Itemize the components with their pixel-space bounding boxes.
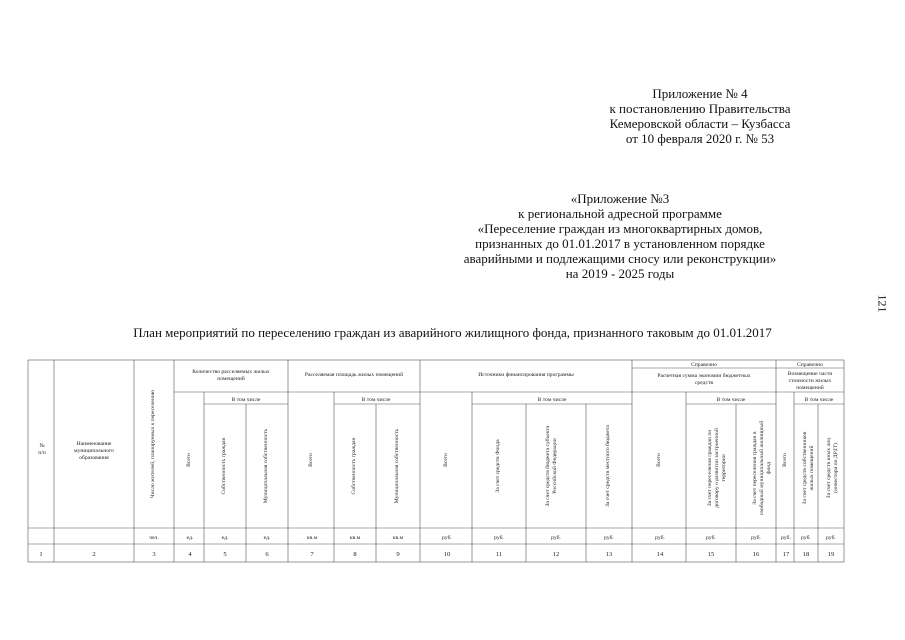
unit-cell: руб. [604,535,614,541]
sav-contract-header: За счет переселения граждан подоговору о развитии застроеннойтерритории [707,428,727,508]
unit-cell: ед. [186,535,194,541]
unit-cell: руб. [494,535,504,541]
col-no-header: № п/п [38,443,46,456]
column-number-cell: 12 [552,551,560,558]
group-rooms-header: Количество расселяемых жилых помещений [192,369,270,382]
reference-label-1: Справочно [691,362,717,368]
col-residents-header: Число жителей, планируемых к переселению [150,389,156,499]
unit-cell: руб. [551,535,561,541]
area-total-header: Всего [308,453,314,467]
src-fund-header: За счет средств Фонда [495,439,501,493]
appendix-3-line: «Переселение граждан из многоквартирных домов, [477,221,763,236]
rooms-total-header: Всего [186,453,192,467]
column-number-cell: 17 [782,551,790,558]
area-municipal-header: Муниципальная собственность [394,428,400,504]
rooms-citizens-header: Собственность граждан [221,437,227,495]
group-savings-header: Расчетная сумма экономии бюджетных средств [657,373,751,386]
column-number-cell: 5 [223,551,227,558]
column-number-cell: 13 [605,551,613,558]
appendix-4-line: Кемеровской области – Кузбасса [609,116,791,131]
unit-cell: руб. [655,535,665,541]
appendix-4-line: к постановлению Правительства [609,101,791,116]
column-number-cell: 15 [707,551,715,558]
appendix-3-line: на 2019 - 2025 годы [565,266,675,281]
column-number-cell: 6 [265,551,269,558]
group-compensation-header: Возмещение части стоимости жилых помещений [787,371,833,391]
src-local-header: За счет средств местного бюджета [605,425,611,507]
appendix-3-line: признанных до 01.01.2017 в установленном порядке [475,236,765,251]
column-number-cell: 2 [92,551,96,558]
col-name-header: Наименование муниципального образования [74,441,114,461]
incl-area-label: В том числе [361,397,391,403]
incl-savings-label: В том числе [716,397,746,403]
incl-compensation-label: В том числе [804,397,834,403]
column-number-cell: 10 [443,551,451,558]
comp-investors-header: За счет средств иных лиц(инвестора по ДРЗТ) [826,437,839,499]
column-number-cell: 16 [752,551,760,558]
savings-total-header: Всего [656,453,662,467]
sources-total-header: Всего [443,453,449,467]
column-number-cell: 1 [39,551,43,558]
column-number-cell: 11 [495,551,503,558]
comp-owners-header: За счет средств собственниковжилых помещений [802,431,815,505]
unit-cell: руб. [751,535,761,541]
units-row [149,534,836,541]
plan-title: План мероприятий по переселению граждан из аварийного жилищного фонда, признанного таковым до 01.01.2017 [133,325,772,340]
column-number-cell: 9 [396,551,400,558]
unit-cell: ед. [221,535,229,541]
column-number-cell: 7 [310,551,314,558]
group-area-header: Расселяемая площадь жилых помещений [304,372,404,378]
src-region-header-text: За счет средств бюджета субъектаРоссийской Федерации [545,425,558,507]
column-number-cell: 18 [802,551,810,558]
incl-sources-label: В том числе [537,397,567,403]
appendix-4-line: от 10 февраля 2020 г. № 53 [625,131,775,146]
unit-cell: руб. [442,535,452,541]
unit-cell: кв.м [349,535,361,541]
column-number-cell: 8 [353,551,357,558]
area-citizens-header: Собственность граждан [351,437,357,495]
column-numbers-row [39,551,835,558]
sav-free-header: За счет переселения граждан всвободный муниципальный жилищныйфонд [752,420,772,516]
group-sources-header: Источники финансирования программы [478,372,574,378]
reference-label-2: Справочно [797,362,823,368]
appendix-4-line: Приложение № 4 [652,86,748,101]
rooms-municipal-header: Муниципальная собственность [263,428,269,504]
unit-cell: чел. [149,535,159,541]
compensation-total-header: Всего [782,453,788,467]
page-number: 121 [875,294,890,313]
unit-cell: руб. [801,535,811,541]
src-region-header [544,425,558,506]
unit-cell: руб. [826,535,836,541]
appendix-3-line: аварийными и подлежащими сносу или реконструкции» [463,251,777,266]
unit-cell: кв.м [306,535,318,541]
appendix-3-line: «Приложение №3 [570,191,670,206]
unit-cell: руб. [781,535,791,541]
column-number-cell: 14 [656,551,664,558]
appendix-3-line: к региональной адресной программе [518,206,722,221]
unit-cell: руб. [706,535,716,541]
unit-cell: кв.м [392,535,404,541]
column-number-cell: 19 [827,551,835,558]
column-number-cell: 3 [152,551,156,558]
incl-rooms-label: В том числе [231,397,261,403]
unit-cell: ед. [263,535,271,541]
column-number-cell: 4 [188,551,192,558]
